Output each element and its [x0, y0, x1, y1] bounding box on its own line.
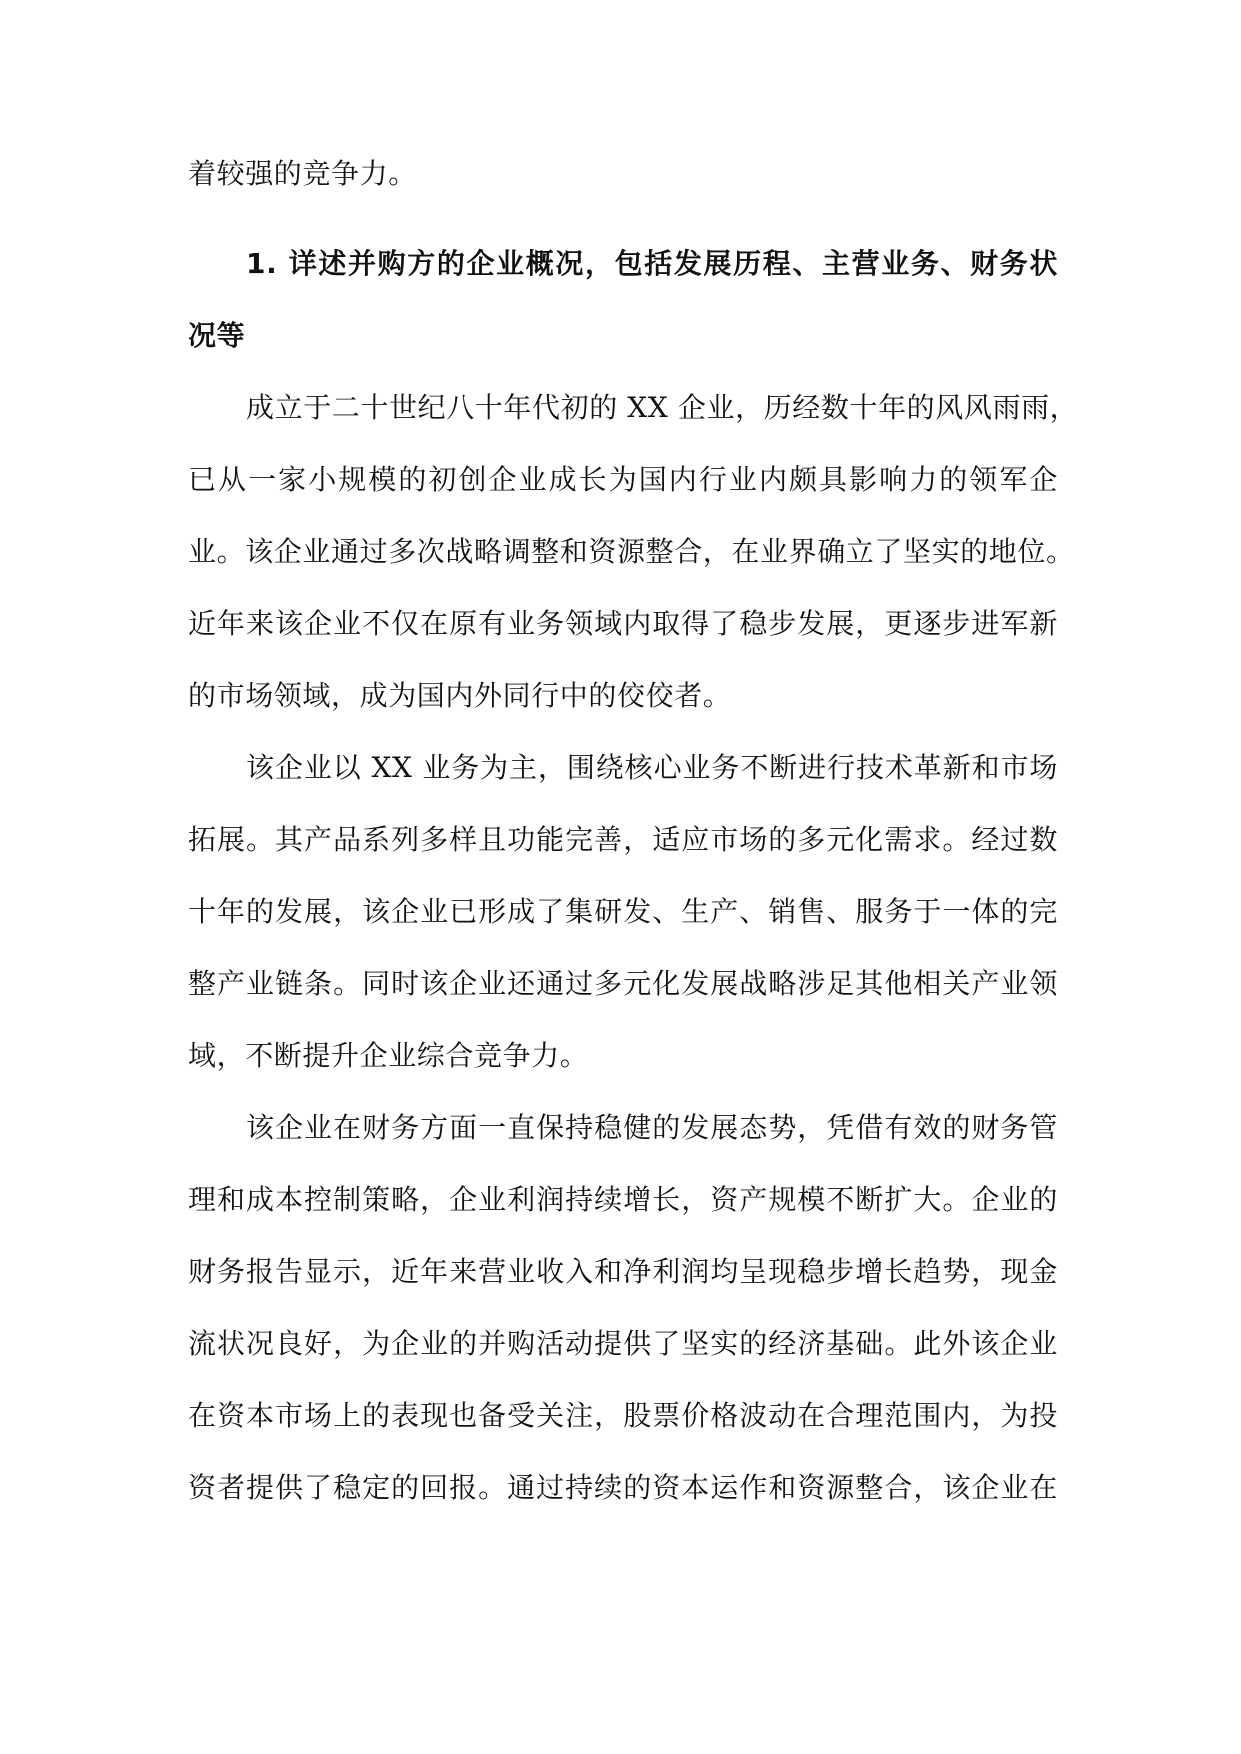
- paragraph-finance: [188, 1092, 1058, 1524]
- paragraph-line: 域，不断提升企业综合竞争力。: [188, 1039, 589, 1072]
- paragraph-line: 拓展。其产品系列多样且功能完善，适应市场的多元化需求。经过数: [188, 823, 1058, 856]
- paragraph-line: 理和成本控制策略，企业利润持续增长，资产规模不断扩大。企业的: [188, 1183, 1058, 1216]
- section-heading-line-2: 况等: [188, 319, 246, 352]
- paragraph-history: [188, 372, 1079, 732]
- continuation-line: 着较强的竞争力。: [188, 157, 417, 190]
- paragraph-line: 资者提供了稳定的回报。通过持续的资本运作和资源整合，该企业在: [188, 1471, 1058, 1504]
- paragraph-business: [188, 732, 1058, 1092]
- paragraph-line: 在资本市场上的表现也备受关注，股票价格波动在合理范围内，为投: [188, 1399, 1058, 1432]
- spacer: [188, 210, 1058, 228]
- paragraph-line: 财务报告显示，近年来营业收入和净利润均呈现稳步增长趋势，现金: [188, 1255, 1058, 1288]
- paragraph-line: 已从一家小规模的初创企业成长为国内行业内颇具影响力的领军企: [188, 463, 1058, 496]
- paragraph-line: 业。该企业通过多次战略调整和资源整合，在业界确立了坚实的地位。: [188, 535, 1075, 568]
- paragraph-line: 该企业在财务方面一直保持稳健的发展态势，凭借有效的财务管: [246, 1111, 1058, 1144]
- paragraph-line: 整产业链条。同时该企业还通过多元化发展战略涉足其他相关产业领: [188, 967, 1058, 1000]
- document-page: [188, 138, 1079, 1524]
- paragraph-line: 该企业以 XX 业务为主，围绕核心业务不断进行技术革新和市场: [246, 751, 1058, 784]
- paragraph-line: 的市场领域，成为国内外同行中的佼佼者。: [188, 679, 732, 712]
- paragraph-line: 流状况良好，为企业的并购活动提供了坚实的经济基础。此外该企业: [188, 1327, 1058, 1360]
- paragraph-line: 十年的发展，该企业已形成了集研发、生产、销售、服务于一体的完: [188, 895, 1058, 928]
- section-heading-line-1: 1. 详述并购方的企业概况，包括发展历程、主营业务、财务状: [246, 247, 1058, 280]
- paragraph-line: 近年来该企业不仅在原有业务领域内取得了稳步发展，更逐步进军新: [188, 607, 1058, 640]
- paragraph-line: 成立于二十世纪八十年代初的 XX 企业，历经数十年的风风雨雨，: [246, 391, 1079, 424]
